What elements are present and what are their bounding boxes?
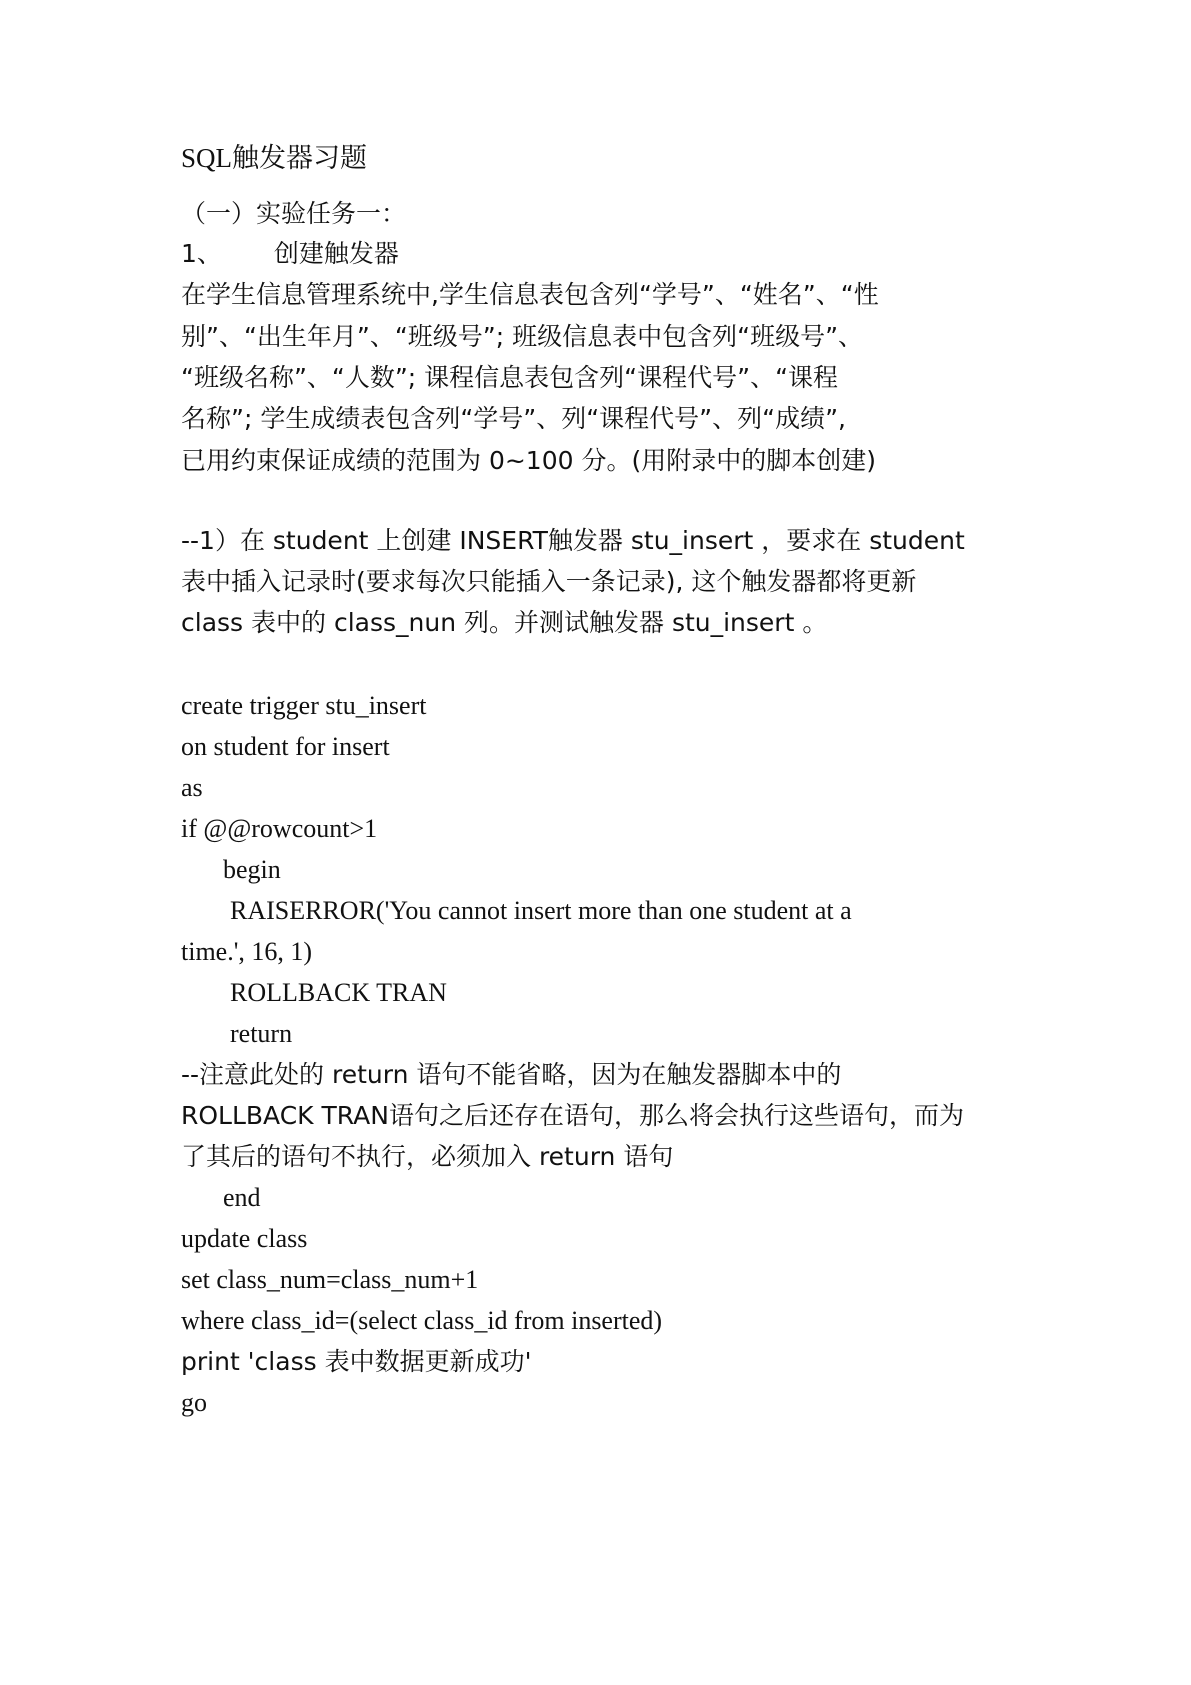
code-line: end: [223, 1183, 261, 1212]
code-line: ROLLBACK TRAN: [230, 978, 447, 1007]
task-line: --1）在 student 上创建 INSERT触发器 stu_insert ，要求在 student: [181, 526, 965, 555]
item-1-title: 创建触发器: [273, 239, 399, 268]
code-line: print 'class 表中数据更新成功': [181, 1347, 532, 1376]
document-title: SQL触发器习题: [181, 143, 368, 173]
code-line: set class_num=class_num+1: [181, 1265, 479, 1294]
code-line: time.', 16, 1): [181, 937, 313, 966]
section-heading: （一）实验任务一：: [181, 199, 407, 228]
task-line: 表中插入记录时(要求每次只能插入一条记录), 这个触发器都将更新: [181, 567, 917, 596]
intro-line: “班级名称”、“人数”; 课程信息表包含列“课程代号”、“课程: [181, 363, 839, 392]
intro-line: 别”、“出生年月”、“班级号”; 班级信息表中包含列“班级号”、: [181, 322, 864, 351]
code-line: return: [230, 1019, 293, 1048]
code-line: where class_id=(select class_id from inserted): [181, 1306, 663, 1335]
task-line: class 表中的 class_nun 列。并测试触发器 stu_insert 。: [181, 608, 828, 637]
code-line: update class: [181, 1224, 308, 1253]
code-comment-line: --注意此处的 return 语句不能省略，因为在触发器脚本中的: [181, 1060, 842, 1089]
intro-line: 已用约束保证成绩的范围为 0~100 分。(用附录中的脚本创建): [181, 446, 876, 475]
code-line: create trigger stu_insert: [181, 691, 427, 720]
code-comment-line: 了其后的语句不执行，必须加入 return 语句: [181, 1142, 674, 1171]
code-line: begin: [223, 855, 281, 884]
intro-line: 在学生信息管理系统中,学生信息表包含列“学号”、“姓名”、“性: [181, 280, 879, 309]
code-line: if @@rowcount>1: [181, 814, 378, 843]
code-line: as: [181, 773, 203, 802]
code-line: on student for insert: [181, 732, 390, 761]
item-1-number: 1、: [181, 239, 222, 268]
code-line: go: [181, 1388, 207, 1417]
code-line: RAISERROR('You cannot insert more than one student at a: [230, 896, 852, 925]
intro-line: 名称”; 学生成绩表包含列“学号”、列“课程代号”、列“成绩”,: [181, 404, 846, 433]
code-comment-line: ROLLBACK TRAN语句之后还存在语句，那么将会执行这些语句，而为: [181, 1101, 964, 1130]
item-1-heading: [181, 239, 399, 269]
